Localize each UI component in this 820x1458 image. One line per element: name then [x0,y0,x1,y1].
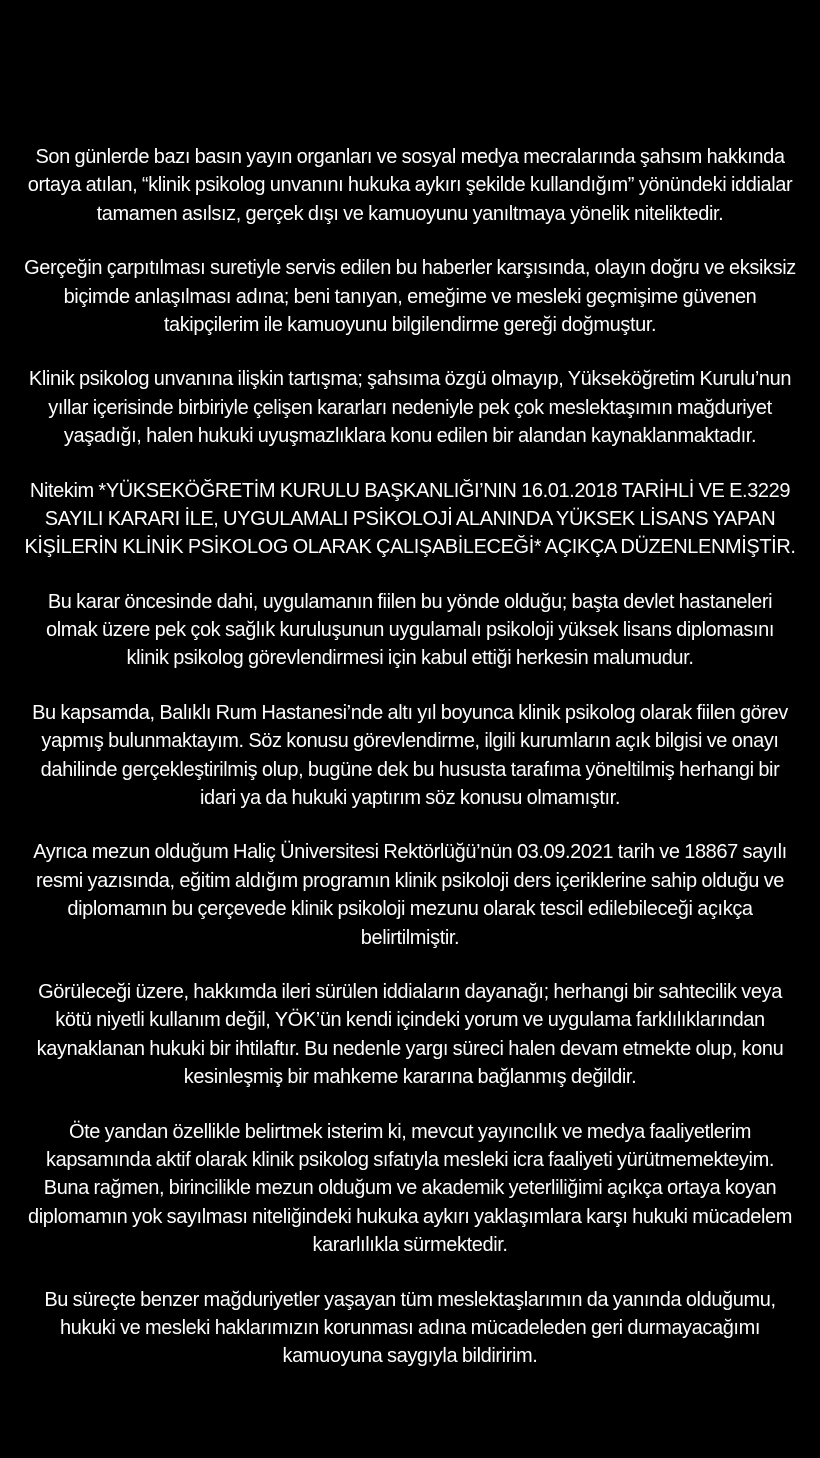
statement-paragraph: Öte yandan özellikle belirtmek isterim ki, mevcut yayıncılık ve medya faaliyetlerim kapsamında aktif olarak klinik psikolog sıfatıyla mesleki icra faaliyeti yürütmemekteyim. Buna rağmen, birincilikle mezun olduğum ve akademik yeterliliğimi açıkça ortaya koyan diplomamın yok sayılması niteliğindeki hukuka aykırı yaklaşımlara karşı hukuki mücadelem kararlılıkla sürmektedir. [28,1120,792,1257]
statement-paragraph: Gerçeğin çarpıtılması suretiyle servis edilen bu haberler karşısında, olayın doğru ve eksiksiz biçimde anlaşılması adına; beni tanıyan, emeğime ve mesleki geçmişime güvenen takipçilerim ile kamuoyunu bilgilendirme gereği doğmuştur. [24,257,796,336]
statement-paragraph: Görüleceği üzere, hakkımda ileri sürülen iddiaların dayanağı; herhangi bir sahtecilik veya kötü niyetli kullanım değil, YÖK’ün kendi içindeki yorum ve uygulama farklılıklarından kaynaklanan hukuki bir ihtilaftır. Bu nedenle yargı süreci halen devam etmekte olup, konu kesinleşmiş bir mahkeme kararına bağlanmış değildir. [36,980,784,1089]
statement-paragraph: Nitekim *YÜKSEKÖĞRETİM KURULU BAŞKANLIĞI’NIN 16.01.2018 TARİHLİ VE E.3229 SAYILI KARARI İLE, UYGULAMALI PSİKOLOJİ ALANINDA YÜKSEK LİSANS YAPAN KİŞİLERİN KLİNİK PSİKOLOG OLARAK ÇALIŞABİLECEĞİ* AÇIKÇA DÜZENLENMİŞTİR. [24,479,796,559]
statement-paragraph: Klinik psikolog unvanına ilişkin tartışma; şahsıma özgü olmayıp, Yükseköğretim Kurulu’nun yıllar içerisinde birbiriyle çelişen kararları nedeniyle pek çok meslektaşımın mağduriyet yaşadığı, halen hukuki uyuşmazlıklara konu edilen bir alandan kaynaklanmaktadır. [28,368,792,448]
statement-paragraph: Son günlerde bazı basın yayın organları ve sosyal medya mecralarında şahsım hakkında ortaya atılan, “klinik psikolog unvanını hukuka aykırı şekilde kullandığım” yönündeki iddialar tamamen asılsız, gerçek dışı ve kamuoyunu yanıltmaya yönelik niteliktedir. [27,146,793,225]
statement-paragraph: Bu karar öncesinde dahi, uygulamanın fiilen bu yönde olduğu; başta devlet hastaneleri olmak üzere pek çok sağlık kuruluşunun uygulamalı psikoloji yüksek lisans diplomasını klinik psikolog görevlendirmesi için kabul ettiği herkesin malumudur. [45,590,775,670]
statement-paragraph: Ayrıca mezun olduğum Haliç Üniversitesi Rektörlüğü’nün 03.09.2021 tarih ve 18867 sayılı resmi yazısında, eğitim aldığım programın klinik psikoloji ders içeriklerine sahip olduğu ve diplomamın bu çerçevede klinik psikoloji mezunu olarak tescil edilebileceği açıkça belirtilmiştir. [33,841,787,949]
statement-paragraph: Bu süreçte benzer mağduriyetler yaşayan tüm meslektaşlarımın da yanında olduğumu, hukuki ve mesleki haklarımızın korunması adına mücadeleden geri durmayacağımı kamuoyuna saygıyla bildiririm. [44,1288,776,1368]
statement-paragraph: Bu kapsamda, Balıklı Rum Hastanesi’nde altı yıl boyunca klinik psikolog olarak fiilen görev yapmış bulunmaktayım. Söz konusu görevlendirme, ilgili kurumların açık bilgisi ve onayı dahilinde gerçekleştirilmiş olup, bugüne dek bu hususta tarafıma yöneltilmiş herhangi bir idari ya da hukuki yaptırım söz konusu olmamıştır. [32,701,788,810]
